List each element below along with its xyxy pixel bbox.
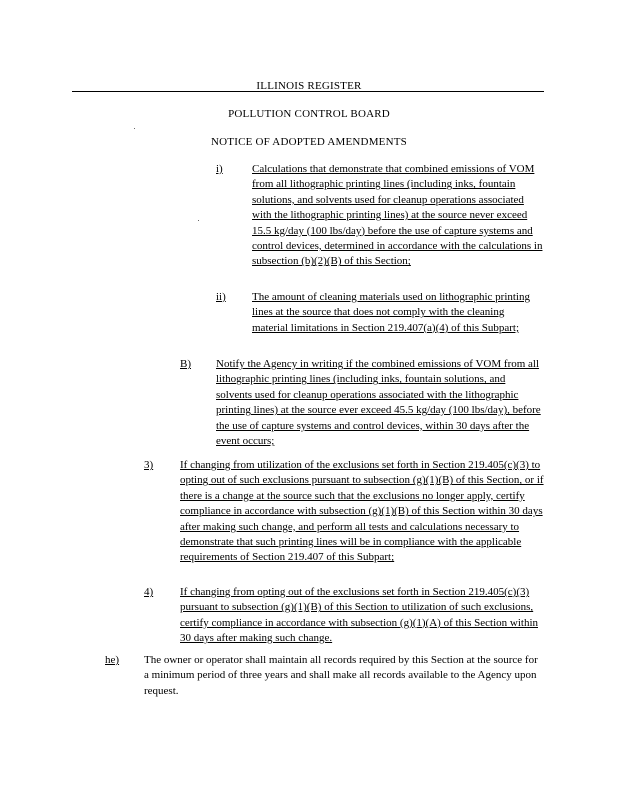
item-i-text: Calculations that demonstrate that combined emissions of VOM from all lithographic printing lines (including inks, fountain solutions, and solvents used for cleanup operations associated with the lithographic printing lines) at the source never exceed 15.5 kg/day (100 lbs/day) before the use of capture systems and control devices, determined in accordance with the calculations in subsection (b)(2)(B) of this Section; <box>252 163 543 268</box>
item-ii-label: ii) <box>216 291 226 303</box>
item-4-label: 4) <box>144 586 154 598</box>
item-ii-text: The amount of cleaning materials used on lithographic printing lines at the source that does not comply with the cleaning material limitations in Section 219.407(a)(4) of this Subpart; <box>252 291 530 334</box>
notice-title: NOTICE OF ADOPTED AMENDMENTS <box>211 136 407 148</box>
item-B-text: Notify the Agency in writing if the combined emissions of VOM from all lithographic printing lines (including inks, fountain solutions, and solvents used for cleanup operations associated with the lithographic printing lines) at the source ever exceed 45.5 kg/day (100 lbs/day), before the use of capture systems and control devices, within 30 days after the event occurs; <box>216 358 541 448</box>
item-4-text: If changing from opting out of the exclusions set forth in Section 219.405(c)(3) pursuant to subsection (g)(1)(B) of this Section to utilization of such exclusions, certify compliance in accordance with subsection (g)(1)(A) of this Section within 30 days after making such change. <box>180 586 538 645</box>
scan-speck <box>134 128 135 129</box>
item-he-label: he) <box>105 654 120 666</box>
board-title: POLLUTION CONTROL BOARD <box>228 108 390 120</box>
register-title: ILLINOIS REGISTER <box>256 80 362 92</box>
header-rule <box>72 91 544 92</box>
scan-speck <box>198 220 199 221</box>
item-3-label: 3) <box>144 459 154 471</box>
item-i-label: i) <box>216 163 223 175</box>
item-B-label: B) <box>180 358 191 370</box>
item-3-text: If changing from utilization of the exclusions set forth in Section 219.405(c)(3) to opting out of such exclusions pursuant to subsection (g)(1)(B) of this Section, or if there is a change at the source such that the exclusions no longer apply, certify compliance in accordance with subsection (g)(1)(B) of this Section within 30 days after making such change, and perform all tests and calculations necessary to demonstrate that such printing lines will be in compliance with the applicable requirements of Section 219.407 of this Subpart; <box>180 459 544 564</box>
item-he-text: The owner or operator shall maintain all records required by this Section at the source for a minimum period of three years and shall make all records available to the Agency upon request. <box>144 654 538 697</box>
